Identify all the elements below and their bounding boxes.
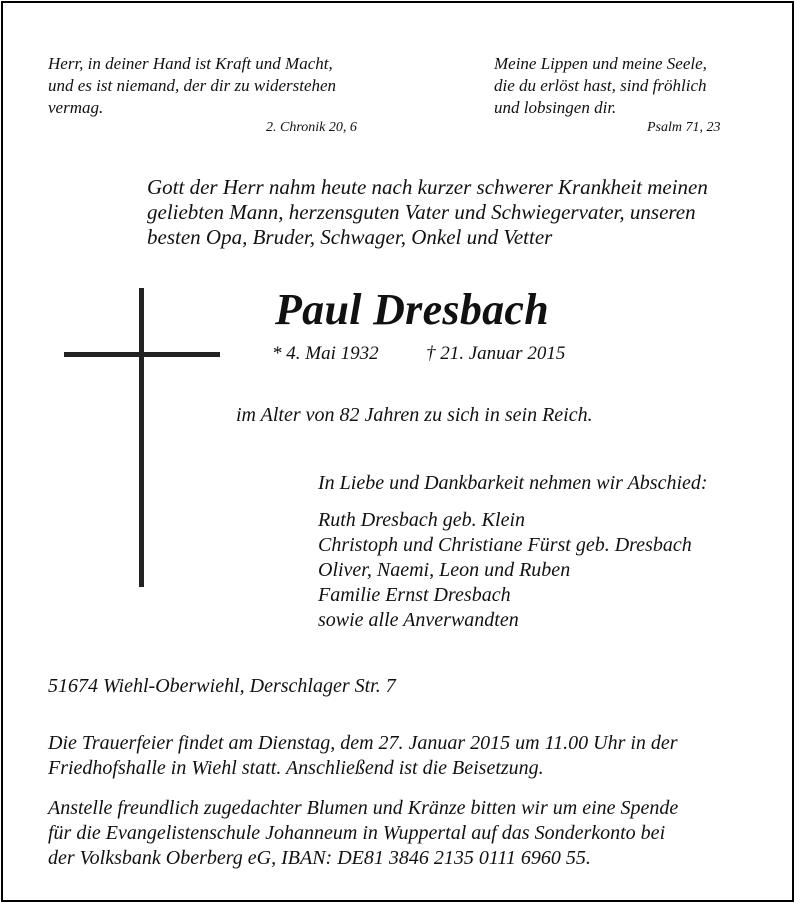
verse-left-line: Herr, in deiner Hand ist Kraft und Macht, [48,54,333,73]
funeral-line: Friedhofshalle in Wiehl statt. Anschließend ist die Beisetzung. [48,757,544,779]
verse-right-reference: Psalm 71, 23 [647,120,721,135]
verse-left-line: vermag. [48,98,104,117]
deceased-name: Paul Dresbach [275,285,550,334]
funeral-info [48,731,678,781]
farewell-text: In Liebe und Dankbarkeit nehmen wir Abschied: [318,472,708,494]
mourner: Familie Ernst Dresbach [318,584,511,606]
verse-right [494,53,707,119]
verse-right-line: und lobsingen dir. [494,98,617,117]
birth-date: * 4. Mai 1932 [272,343,379,364]
donation-info [48,796,678,871]
funeral-line: Die Trauerfeier findet am Dienstag, dem 27. Januar 2015 um 11.00 Uhr in der [48,732,678,754]
verse-left-line: und es ist niemand, der dir zu widerstehen [48,76,337,95]
donation-line: der Volksbank Oberberg eG, IBAN: DE81 3846 2135 0111 6960 55. [48,847,591,869]
verse-left-reference: 2. Chronik 20, 6 [266,120,357,135]
intro-line: geliebten Mann, herzensguten Vater und Schwiegervater, unseren [147,200,696,224]
intro-text [147,175,708,250]
verse-right-line: Meine Lippen und meine Seele, [494,54,707,73]
cross-icon-bar [64,352,220,357]
death-date: † 21. Januar 2015 [426,343,566,364]
age-line: im Alter von 82 Jahren zu sich in sein Reich. [236,404,593,426]
donation-line: Anstelle freundlich zugedachter Blumen und Kränze bitten wir um eine Spende [48,797,679,819]
cross-icon [139,288,144,587]
intro-line: Gott der Herr nahm heute nach kurzer schwerer Krankheit meinen [147,175,708,199]
mourner: Oliver, Naemi, Leon und Ruben [318,559,571,581]
mourners-list [318,508,692,633]
intro-line: besten Opa, Bruder, Schwager, Onkel und Vetter [147,225,553,249]
verse-right-line: die du erlöst hast, sind fröhlich [494,76,707,95]
mourner: sowie alle Anverwandten [318,609,519,631]
donation-line: für die Evangelistenschule Johanneum in Wuppertal auf das Sonderkonto bei [48,822,666,844]
mourner: Ruth Dresbach geb. Klein [318,509,526,531]
address: 51674 Wiehl-Oberwiehl, Derschlager Str. 7 [48,675,396,697]
verse-left [48,53,336,119]
mourner: Christoph und Christiane Fürst geb. Dresbach [318,534,692,556]
